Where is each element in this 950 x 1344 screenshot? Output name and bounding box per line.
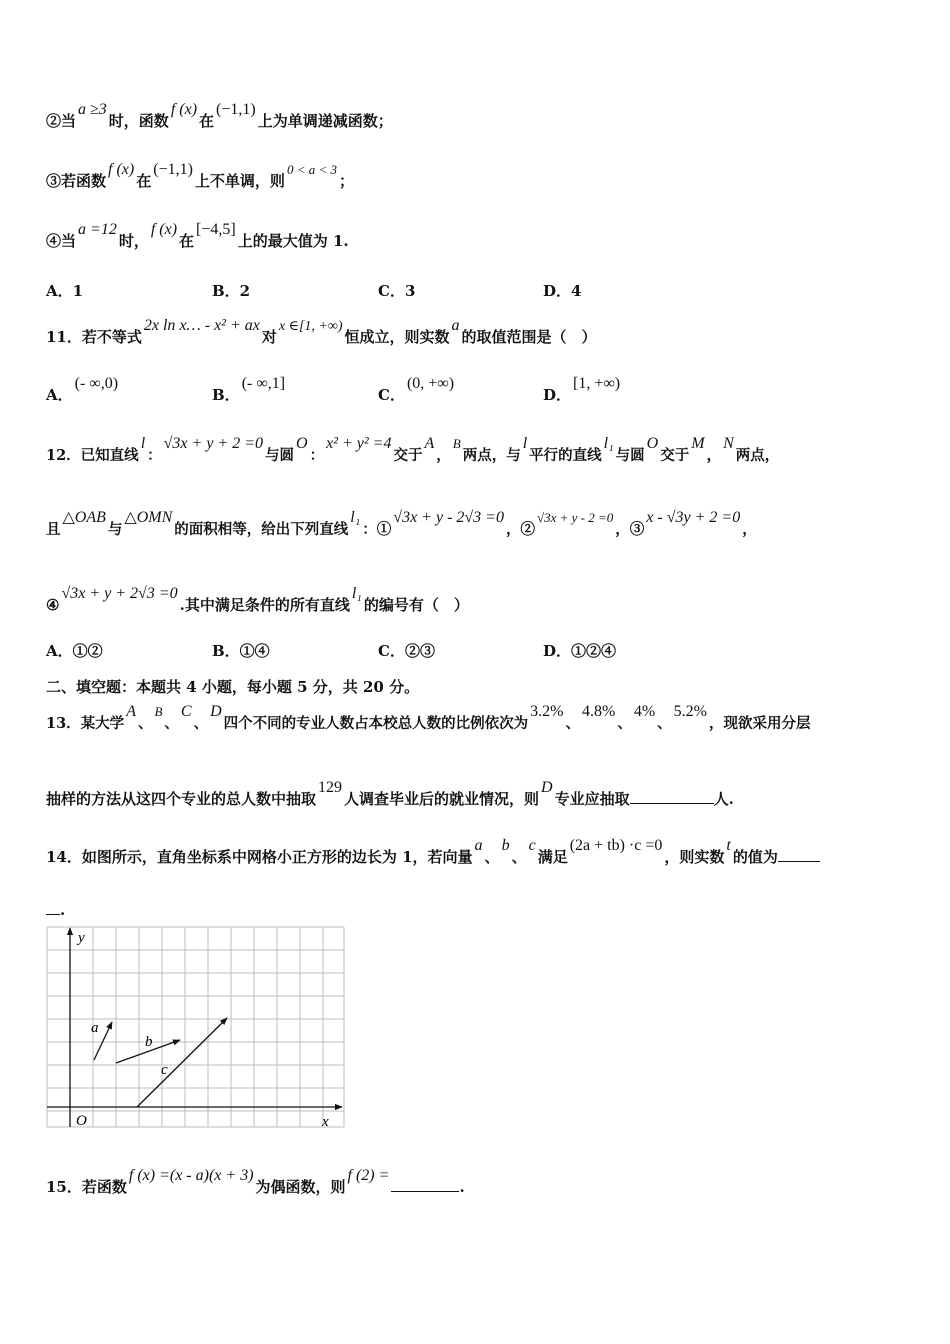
q15-answer-blank[interactable]: [391, 1177, 459, 1192]
vector-c: [137, 1018, 227, 1107]
q14-stem: 14．如图所示，直角坐标系中网格小正方形的边长为 1，若向量a、b、c满足(2a + tb) ·c =0，则实数t的值为: [46, 846, 820, 867]
vector-a-label: a: [91, 1020, 99, 1036]
vector-c-label: c: [161, 1062, 168, 1078]
q10-option-d: D．4: [543, 282, 582, 300]
q14-answer-blank[interactable]: [778, 847, 820, 862]
q12-line-1: 12．已知直线l：√3x + y + 2 =0与圆O：x² + y² =4交于A，B两点，与l平行的直线l₁与圆O交于M，N两点，: [46, 435, 780, 464]
q10-statement-3: ③若函数f (x)在(−1,1)上不单调，则0 < a < 3；: [46, 161, 354, 190]
q13-line-1: 13．某大学A、B、C、D四个不同的专业人数占本校总人数的比例依次为3.2%、4.8%、4%、5.2%，现欲采用分层: [46, 703, 811, 732]
q10-statement-2: ②当a ≥3时，函数f (x)在(−1,1)上为单调递减函数；: [46, 101, 393, 130]
q11-stem: 11．若不等式2x ln x… - x² + ax对x ∈[1, +∞)恒成立，则实数a的取值范围是（ ）: [46, 317, 597, 346]
q13-answer-blank[interactable]: [630, 789, 714, 804]
q10-option-a: A．1: [46, 282, 84, 300]
x-axis-label: x: [322, 1114, 329, 1130]
q10-option-b: B．2: [212, 282, 251, 300]
q11-option-b: B．(- ∞,1]: [212, 375, 286, 404]
q12-line-3: ④√3x + y + 2√3 =0.其中满足条件的所有直线l₁的编号有（ ）: [46, 585, 469, 614]
q10-statement-4: ④当a =12时，f (x)在[−4,5]上的最大值为 1.: [46, 221, 349, 250]
q12-option-c: C．②③: [378, 642, 435, 660]
q15-stem: 15．若函数f (x) =(x - a)(x + 3)为偶函数，则f (2) =.: [46, 1167, 465, 1196]
q12-option-b: B．①④: [212, 642, 270, 660]
q11-option-d: D．[1, +∞): [543, 375, 621, 404]
q12-line-2: 且△OAB与△OMN的面积相等，给出下列直线l₁：①√3x + y - 2√3 =0，②√3x + y - 2 =0，③x - √3y + 2 =0，: [46, 509, 757, 538]
q12-option-d: D．①②④: [543, 642, 617, 660]
q14-answer-blank-cont: [46, 900, 60, 915]
y-axis-label: y: [78, 930, 85, 946]
origin-label: O: [76, 1113, 87, 1129]
q14-grid-figure: [44, 922, 346, 1132]
q12-option-a: A．①②: [46, 642, 103, 660]
section-2-heading: 二、填空题：本题共 4 小题，每小题 5 分，共 20 分。: [46, 678, 420, 696]
q11-option-c: C．(0, +∞): [378, 375, 455, 404]
q13-line-2: 抽样的方法从这四个专业的总人数中抽取129人调查毕业后的就业情况，则D专业应抽取 人.: [46, 779, 734, 808]
vector-b-label: b: [145, 1034, 153, 1050]
q10-option-c: C．3: [378, 282, 416, 300]
q14-stem-continued: .: [46, 900, 65, 919]
q11-option-a: A．(- ∞,0): [46, 375, 119, 404]
